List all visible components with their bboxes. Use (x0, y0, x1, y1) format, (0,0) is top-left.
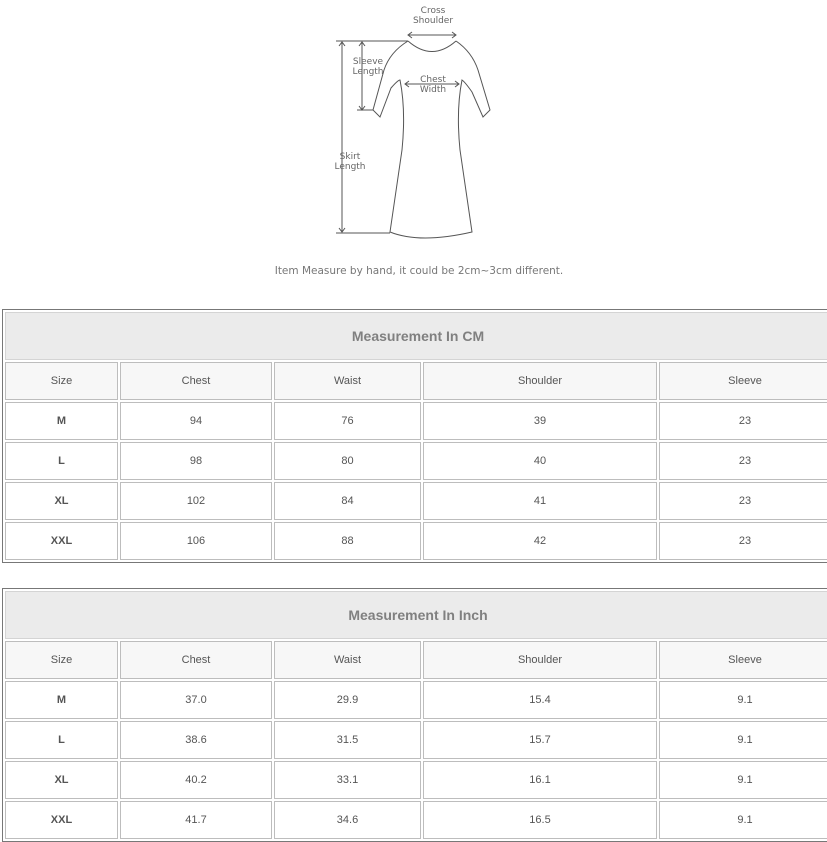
chest-cell: 102 (120, 482, 272, 520)
table-row (5, 681, 827, 719)
dress-outline-icon (320, 0, 520, 250)
table-title: Measurement In Inch (5, 591, 827, 639)
shoulder-cell: 15.7 (423, 721, 657, 759)
sleeve-cell: 23 (659, 402, 827, 440)
sleeve-cell: 9.1 (659, 801, 827, 839)
chest-cell: 41.7 (120, 801, 272, 839)
table-header-row (5, 362, 827, 400)
size-cell: XL (5, 761, 118, 799)
sleeve-cell: 9.1 (659, 681, 827, 719)
chest-cell: 40.2 (120, 761, 272, 799)
table-row (5, 522, 827, 560)
size-cell: L (5, 721, 118, 759)
label-line: Length (334, 162, 366, 172)
waist-cell: 76 (274, 402, 421, 440)
column-header-size: Size (5, 641, 118, 679)
shoulder-cell: 39 (423, 402, 657, 440)
label-line: Shoulder (412, 16, 454, 26)
size-cell: M (5, 402, 118, 440)
column-header-waist: Waist (274, 362, 421, 400)
table-title: Measurement In CM (5, 312, 827, 360)
label-line: Cross (420, 6, 446, 16)
shoulder-cell: 15.4 (423, 681, 657, 719)
table-row (5, 721, 827, 759)
column-header-chest: Chest (120, 362, 272, 400)
label-line: Length (352, 67, 384, 77)
table-row (5, 801, 827, 839)
chest-cell: 106 (120, 522, 272, 560)
size-table-cm (2, 309, 827, 563)
table-row (5, 442, 827, 480)
label-line: Chest (420, 75, 446, 85)
measurement-note: Item Measure by hand, it could be 2cm~3cm different. (274, 265, 564, 277)
chest-cell: 94 (120, 402, 272, 440)
size-table-inch (2, 588, 827, 842)
column-header-sleeve: Sleeve (659, 362, 827, 400)
column-header-size: Size (5, 362, 118, 400)
table-row (5, 402, 827, 440)
chest-cell: 98 (120, 442, 272, 480)
shoulder-cell: 42 (423, 522, 657, 560)
sleeve-cell: 9.1 (659, 761, 827, 799)
size-cell: XXL (5, 522, 118, 560)
waist-cell: 31.5 (274, 721, 421, 759)
dress-measurement-diagram (320, 0, 520, 250)
sleeve-cell: 23 (659, 522, 827, 560)
label-line: Sleeve (352, 57, 384, 67)
label-line: Skirt (339, 152, 361, 162)
chest-cell: 37.0 (120, 681, 272, 719)
column-header-shoulder: Shoulder (423, 641, 657, 679)
column-header-waist: Waist (274, 641, 421, 679)
waist-cell: 88 (274, 522, 421, 560)
shoulder-cell: 16.1 (423, 761, 657, 799)
table-header-row (5, 641, 827, 679)
table-row (5, 761, 827, 799)
label-line: Width (419, 85, 447, 95)
column-header-shoulder: Shoulder (423, 362, 657, 400)
chest-cell: 38.6 (120, 721, 272, 759)
shoulder-cell: 40 (423, 442, 657, 480)
shoulder-cell: 41 (423, 482, 657, 520)
sleeve-cell: 9.1 (659, 721, 827, 759)
column-header-chest: Chest (120, 641, 272, 679)
sleeve-length-label (348, 57, 388, 77)
waist-cell: 33.1 (274, 761, 421, 799)
size-cell: L (5, 442, 118, 480)
skirt-length-label (330, 152, 370, 172)
waist-cell: 84 (274, 482, 421, 520)
waist-cell: 34.6 (274, 801, 421, 839)
sleeve-cell: 23 (659, 442, 827, 480)
cross-shoulder-label (408, 6, 458, 26)
waist-cell: 29.9 (274, 681, 421, 719)
size-cell: M (5, 681, 118, 719)
sleeve-cell: 23 (659, 482, 827, 520)
waist-cell: 80 (274, 442, 421, 480)
column-header-sleeve: Sleeve (659, 641, 827, 679)
table-row (5, 482, 827, 520)
shoulder-cell: 16.5 (423, 801, 657, 839)
chest-width-label (413, 75, 453, 95)
size-cell: XL (5, 482, 118, 520)
size-cell: XXL (5, 801, 118, 839)
